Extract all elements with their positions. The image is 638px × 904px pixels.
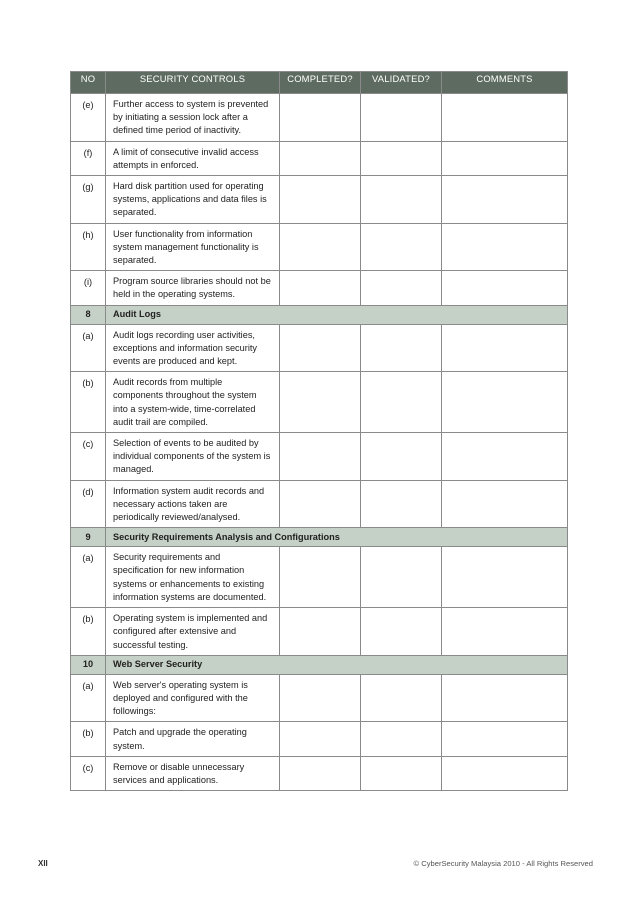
validated-cell[interactable]	[361, 608, 442, 656]
control-description: Remove or disable unnecessary services and applications.	[106, 756, 280, 790]
table-row	[71, 722, 568, 756]
completed-cell[interactable]	[280, 722, 361, 756]
row-number: (b)	[71, 372, 106, 433]
row-number: (c)	[71, 756, 106, 790]
validated-cell[interactable]	[361, 756, 442, 790]
table-row	[71, 756, 568, 790]
comments-cell[interactable]	[442, 176, 568, 224]
control-description: Security requirements and specification for new information systems or enhancements to existing information systems are documented.	[106, 547, 280, 608]
completed-cell[interactable]	[280, 324, 361, 372]
completed-cell[interactable]	[280, 94, 361, 142]
row-number: (e)	[71, 94, 106, 142]
validated-cell[interactable]	[361, 141, 442, 175]
row-number: (h)	[71, 223, 106, 271]
header-security-controls: SECURITY CONTROLS	[106, 72, 280, 94]
completed-cell[interactable]	[280, 756, 361, 790]
validated-cell[interactable]	[361, 271, 442, 305]
section-number: 8	[71, 305, 106, 324]
completed-cell[interactable]	[280, 372, 361, 433]
row-number: (b)	[71, 608, 106, 656]
table-row	[71, 271, 568, 305]
comments-cell[interactable]	[442, 223, 568, 271]
validated-cell[interactable]	[361, 722, 442, 756]
table-row	[71, 547, 568, 608]
validated-cell[interactable]	[361, 324, 442, 372]
comments-cell[interactable]	[442, 722, 568, 756]
comments-cell[interactable]	[442, 674, 568, 722]
table-row	[71, 674, 568, 722]
header-validated: VALIDATED?	[361, 72, 442, 94]
table-header-row	[71, 72, 568, 94]
validated-cell[interactable]	[361, 94, 442, 142]
control-description: User functionality from information system management functionality is separated.	[106, 223, 280, 271]
comments-cell[interactable]	[442, 608, 568, 656]
control-description: Selection of events to be audited by individual components of the system is managed.	[106, 433, 280, 481]
comments-cell[interactable]	[442, 433, 568, 481]
section-row	[71, 305, 568, 324]
table-row	[71, 223, 568, 271]
control-description: Web server's operating system is deployed and configured with the followings:	[106, 674, 280, 722]
section-title: Audit Logs	[106, 305, 568, 324]
completed-cell[interactable]	[280, 480, 361, 528]
control-description: Further access to system is prevented by initiating a session lock after a defined time period of inactivity.	[106, 94, 280, 142]
row-number: (f)	[71, 141, 106, 175]
completed-cell[interactable]	[280, 176, 361, 224]
table-row	[71, 324, 568, 372]
validated-cell[interactable]	[361, 433, 442, 481]
control-description: Operating system is implemented and configured after extensive and successful testing.	[106, 608, 280, 656]
table-row	[71, 94, 568, 142]
section-number: 9	[71, 528, 106, 547]
completed-cell[interactable]	[280, 674, 361, 722]
copyright-notice: © CyberSecurity Malaysia 2010 - All Rights Reserved	[413, 859, 593, 868]
completed-cell[interactable]	[280, 433, 361, 481]
table-row	[71, 480, 568, 528]
comments-cell[interactable]	[442, 547, 568, 608]
row-number: (d)	[71, 480, 106, 528]
validated-cell[interactable]	[361, 674, 442, 722]
validated-cell[interactable]	[361, 480, 442, 528]
completed-cell[interactable]	[280, 608, 361, 656]
table-row	[71, 433, 568, 481]
validated-cell[interactable]	[361, 176, 442, 224]
row-number: (i)	[71, 271, 106, 305]
completed-cell[interactable]	[280, 141, 361, 175]
control-description: Hard disk partition used for operating systems, applications and data files is separated.	[106, 176, 280, 224]
control-description: Information system audit records and necessary actions taken are periodically reviewed/analysed.	[106, 480, 280, 528]
table-row	[71, 176, 568, 224]
control-description: Audit logs recording user activities, exceptions and information security events are produced and kept.	[106, 324, 280, 372]
header-completed: COMPLETED?	[280, 72, 361, 94]
control-description: Program source libraries should not be held in the operating systems.	[106, 271, 280, 305]
row-number: (a)	[71, 324, 106, 372]
validated-cell[interactable]	[361, 223, 442, 271]
security-controls-table	[70, 71, 568, 791]
page-number: XII	[38, 859, 48, 868]
section-title: Web Server Security	[106, 655, 568, 674]
header-comments: COMMENTS	[442, 72, 568, 94]
section-row	[71, 655, 568, 674]
completed-cell[interactable]	[280, 223, 361, 271]
table-row	[71, 141, 568, 175]
row-number: (b)	[71, 722, 106, 756]
header-no: NO	[71, 72, 106, 94]
control-description: A limit of consecutive invalid access attempts in enforced.	[106, 141, 280, 175]
comments-cell[interactable]	[442, 324, 568, 372]
comments-cell[interactable]	[442, 480, 568, 528]
control-description: Audit records from multiple components throughout the system into a system-wide, time-correlated audit trail are compiled.	[106, 372, 280, 433]
validated-cell[interactable]	[361, 547, 442, 608]
table-body	[71, 94, 568, 791]
comments-cell[interactable]	[442, 756, 568, 790]
comments-cell[interactable]	[442, 141, 568, 175]
row-number: (c)	[71, 433, 106, 481]
comments-cell[interactable]	[442, 94, 568, 142]
completed-cell[interactable]	[280, 547, 361, 608]
comments-cell[interactable]	[442, 372, 568, 433]
table-row	[71, 372, 568, 433]
row-number: (a)	[71, 674, 106, 722]
section-title: Security Requirements Analysis and Configurations	[106, 528, 568, 547]
section-row	[71, 528, 568, 547]
section-number: 10	[71, 655, 106, 674]
completed-cell[interactable]	[280, 271, 361, 305]
table-row	[71, 608, 568, 656]
row-number: (a)	[71, 547, 106, 608]
control-description: Patch and upgrade the operating system.	[106, 722, 280, 756]
validated-cell[interactable]	[361, 372, 442, 433]
row-number: (g)	[71, 176, 106, 224]
comments-cell[interactable]	[442, 271, 568, 305]
